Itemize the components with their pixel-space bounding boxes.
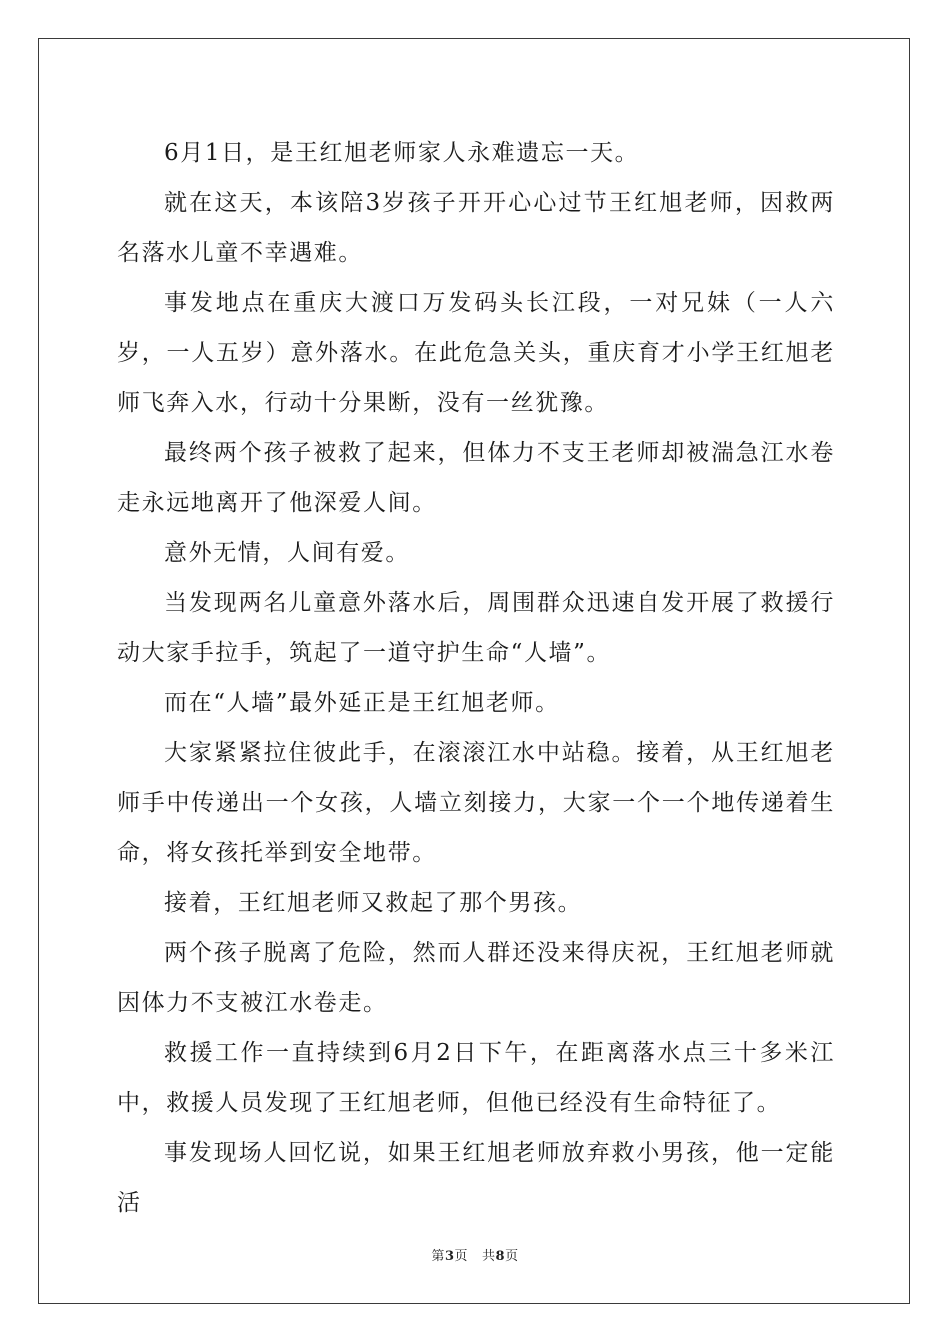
page-footer bbox=[0, 1245, 950, 1264]
paragraph-8: 大家紧紧拉住彼此手，在滚滚江水中站稳。接着，从王红旭老师手中传递出一个女孩，人墙立刻接力，大家一个一个地传递着生命，将女孩托举到安全地带。 bbox=[117, 740, 835, 866]
paragraph-3: 事发地点在重庆大渡口万发码头长江段，一对兄妹（一人六岁，一人五岁）意外落水。在此危急关头，重庆育才小学王红旭老师飞奔入水，行动十分果断，没有一丝犹豫。 bbox=[117, 290, 835, 416]
paragraph-5: 意外无情，人间有爱。 bbox=[164, 540, 410, 566]
document-body bbox=[117, 128, 835, 1228]
paragraph-4: 最终两个孩子被救了起来，但体力不支王老师却被湍急江水卷走永远地离开了他深爱人间。 bbox=[117, 440, 835, 516]
paragraph-10: 两个孩子脱离了危险，然而人群还没来得庆祝，王红旭老师就因体力不支被江水卷走。 bbox=[117, 940, 835, 1016]
total-prefix: 共 bbox=[482, 1249, 496, 1264]
paragraph-9: 接着，王红旭老师又救起了那个男孩。 bbox=[164, 890, 583, 916]
page-current: 3 bbox=[444, 1249, 455, 1264]
paragraph-12: 事发现场人回忆说，如果王红旭老师放弃救小男孩，他一定能活 bbox=[117, 1140, 835, 1216]
total-pages: 8 bbox=[495, 1249, 506, 1264]
paragraph-1: 6月1日，是王红旭老师家人永难遗忘一天。 bbox=[164, 140, 640, 166]
paragraph-6: 当发现两名儿童意外落水后，周围群众迅速自发开展了救援行动大家手拉手，筑起了一道守护生命“人墙”。 bbox=[117, 590, 835, 666]
paragraph-7: 而在“人墙”最外延正是王红旭老师。 bbox=[164, 690, 560, 716]
total-suffix: 页 bbox=[505, 1249, 519, 1264]
paragraph-2: 就在这天，本该陪3岁孩子开开心心过节王红旭老师，因救两名落水儿童不幸遇难。 bbox=[117, 190, 835, 266]
page-suffix: 页 bbox=[454, 1249, 468, 1264]
page-prefix: 第 bbox=[431, 1249, 445, 1264]
paragraph-11: 救援工作一直持续到6月2日下午，在距离落水点三十多米江中，救援人员发现了王红旭老师，但他已经没有生命特征了。 bbox=[117, 1040, 835, 1116]
